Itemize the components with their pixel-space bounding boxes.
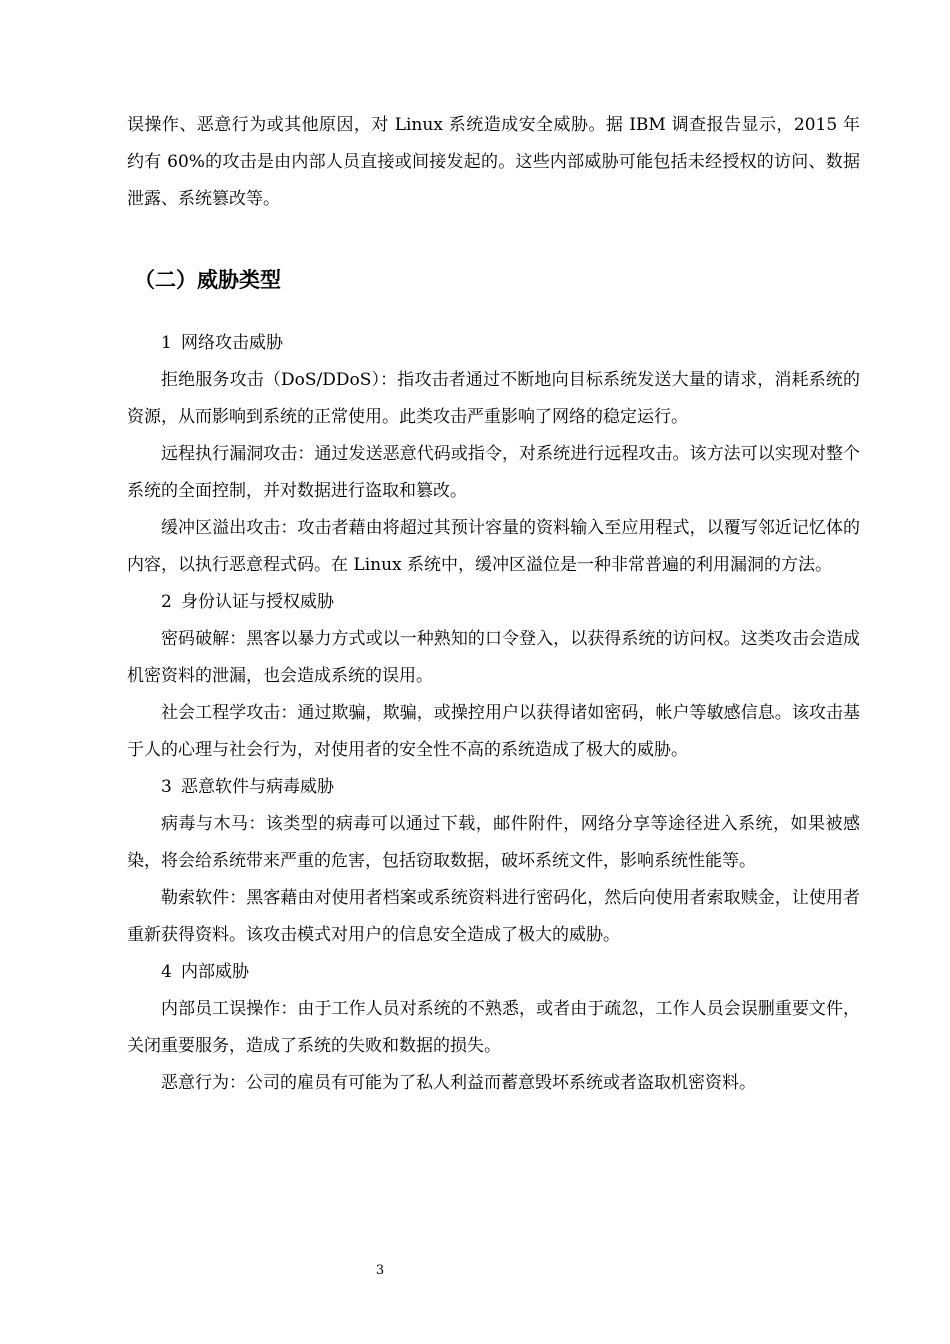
paragraph: 远程执行漏洞攻击：通过发送恶意代码或指令，对系统进行远程攻击。该方法可以实现对整个系统的全面控制，并对数据进行盗取和篡改。 bbox=[127, 444, 860, 501]
intro-block bbox=[127, 107, 860, 218]
subsection-number: 2 bbox=[161, 592, 172, 612]
paragraph: 密码破解：黑客以暴力方式或以一种熟知的口令登入，以获得系统的访问权。这类攻击会造成机密资料的泄漏，也会造成系统的误用。 bbox=[127, 629, 860, 686]
page-number: 3 bbox=[375, 1263, 385, 1278]
subsection-heading bbox=[127, 325, 860, 362]
subsection-number: 4 bbox=[161, 962, 172, 982]
subsection-number: 1 bbox=[161, 333, 172, 353]
paragraph: 缓冲区溢出攻击：攻击者藉由将超过其预计容量的资料输入至应用程式，以覆写邻近记忆体的内容，以执行恶意程式码。在 Linux 系统中，缓冲区溢位是一种非常普遍的利用漏洞的方法。 bbox=[127, 518, 860, 575]
paragraph: 恶意行为：公司的雇员有可能为了私人利益而蓄意毁坏系统或者盗取机密资料。 bbox=[161, 1073, 756, 1093]
subsection-title: 内部威胁 bbox=[181, 962, 249, 982]
section-heading: （二）威胁类型 bbox=[134, 268, 281, 292]
paragraph: 拒绝服务攻击（DoS/DDoS）：指攻击者通过不断地向目标系统发送大量的请求，消耗系统的资源，从而影响到系统的正常使用。此类攻击严重影响了网络的稳定运行。 bbox=[127, 370, 860, 427]
subsection-heading bbox=[127, 954, 860, 991]
paragraph: 内部员工误操作：由于工作人员对系统的不熟悉，或者由于疏忽，工作人员会误删重要文件，关闭重要服务，造成了系统的失败和数据的损失。 bbox=[127, 999, 860, 1056]
paragraph: 社会工程学攻击：通过欺骗，欺骗，或操控用户以获得诸如密码，帐户等敏感信息。该攻击基于人的心理与社会行为，对使用者的安全性不高的系统造成了极大的威胁。 bbox=[127, 703, 860, 760]
subsection-title: 网络攻击威胁 bbox=[181, 333, 283, 353]
subsection-title: 身份认证与授权威胁 bbox=[181, 592, 334, 612]
paragraph: 病毒与木马：该类型的病毒可以通过下载，邮件附件，网络分享等途径进入系统，如果被感染，将会给系统带来严重的危害，包括窃取数据，破坏系统文件，影响系统性能等。 bbox=[127, 814, 860, 871]
subsection-heading bbox=[127, 584, 860, 621]
paragraph: 勒索软件：黑客藉由对使用者档案或系统资料进行密码化，然后向使用者索取赎金，让使用者重新获得资料。该攻击模式对用户的信息安全造成了极大的威胁。 bbox=[127, 888, 860, 945]
threat-types-body bbox=[127, 325, 860, 1102]
subsection-title: 恶意软件与病毒威胁 bbox=[181, 777, 334, 797]
intro-paragraph: 误操作、恶意行为或其他原因，对 Linux 系统造成安全威胁。据 IBM 调查报告显示，2015 年约有 60%的攻击是由内部人员直接或间接发起的。这些内部威胁可能包括未经授权的访问、数据泄露、系统篡改等。 bbox=[127, 115, 860, 209]
subsection-number: 3 bbox=[161, 777, 172, 797]
subsection-heading bbox=[127, 769, 860, 806]
